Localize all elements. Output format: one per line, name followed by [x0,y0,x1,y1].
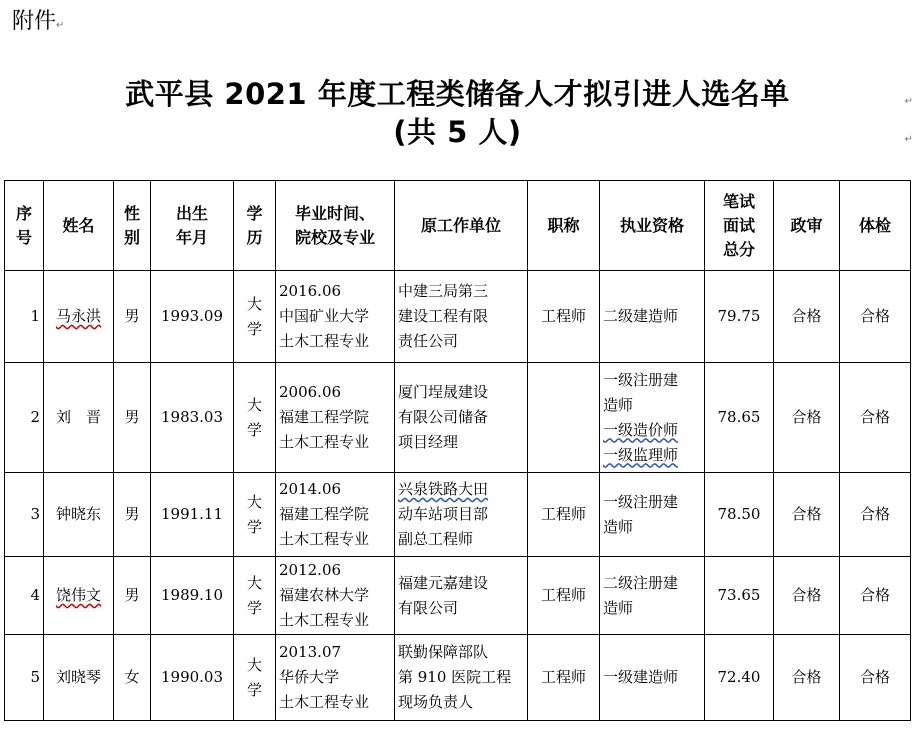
cell-political: 合格 [774,557,840,635]
col-education: 学 历 [234,181,276,271]
cell-gender: 男 [114,271,151,363]
col-graduation: 毕业时间、 院校及专业 [276,181,395,271]
col-title: 职称 [528,181,600,271]
cell-qualification: 一级注册建 造师 [600,473,705,557]
cell-title: 工程师 [528,473,600,557]
cell-education: 大 学 [234,363,276,473]
cell-medical: 合格 [840,635,911,721]
cell-name: 刘晓琴 [44,635,114,721]
cell-name: 钟晓东 [44,473,114,557]
cell-employer: 联勤保障部队 第 910 医院工程 现场负责人 [395,635,528,721]
page-title: 武平县 2021 年度工程类储备人才拟引进人选名单 [125,77,790,111]
cell-political: 合格 [774,271,840,363]
cell-political: 合格 [774,635,840,721]
col-birth: 出生 年月 [151,181,234,271]
col-employer: 原工作单位 [395,181,528,271]
cell-education: 大 学 [234,635,276,721]
attachment-label: 附件↵ [12,9,65,34]
col-name: 姓名 [44,181,114,271]
cell-seq: 3 [5,473,44,557]
cell-qualification: 一级建造师 [600,635,705,721]
cell-seq: 2 [5,363,44,473]
col-score: 笔试 面试 总分 [705,181,774,271]
cell-title [528,363,600,473]
cell-score: 78.65 [705,363,774,473]
cell-medical: 合格 [840,271,911,363]
paragraph-mark: ↵ [904,96,913,107]
cell-medical: 合格 [840,473,911,557]
cell-graduation: 2006.06 福建工程学院 土木工程专业 [276,363,395,473]
cell-seq: 5 [5,635,44,721]
cell-graduation: 2014.06 福建工程学院 土木工程专业 [276,473,395,557]
cell-graduation: 2013.07 华侨大学 土木工程专业 [276,635,395,721]
cell-seq: 1 [5,271,44,363]
cell-graduation: 2012.06 福建农林大学 土木工程专业 [276,557,395,635]
col-political: 政审 [774,181,840,271]
cell-score: 72.40 [705,635,774,721]
cell-birth: 1993.09 [151,271,234,363]
cell-medical: 合格 [840,557,911,635]
cell-employer: 中建三局第三 建设工程有限 责任公司 [395,271,528,363]
paragraph-mark: ↵ [904,134,913,145]
cell-political: 合格 [774,473,840,557]
table-row [5,635,911,721]
cell-birth: 1991.11 [151,473,234,557]
cell-qualification: 二级注册建 造师 [600,557,705,635]
cell-education: 大 学 [234,557,276,635]
cell-title: 工程师 [528,557,600,635]
cell-seq: 4 [5,557,44,635]
cell-birth: 1983.03 [151,363,234,473]
cell-title: 工程师 [528,635,600,721]
table-row [5,473,911,557]
cell-gender: 男 [114,363,151,473]
cell-score: 78.50 [705,473,774,557]
cell-birth: 1990.03 [151,635,234,721]
table-row [5,363,911,473]
cell-score: 79.75 [705,271,774,363]
cell-employer: 厦门埕晟建设 有限公司储备 项目经理 [395,363,528,473]
col-seq: 序 号 [5,181,44,271]
cell-qualification: 二级建造师 [600,271,705,363]
cell-name: 饶伟文 [44,557,114,635]
col-qualification: 执业资格 [600,181,705,271]
cell-gender: 女 [114,635,151,721]
cell-education: 大 学 [234,271,276,363]
cell-qualification: 一级注册建 造师 一级造价师 一级监理师 [600,363,705,473]
cell-name: 马永洪 [44,271,114,363]
cell-name: 刘 晋 [44,363,114,473]
candidate-table [4,180,911,721]
cell-medical: 合格 [840,363,911,473]
table-row [5,271,911,363]
cell-gender: 男 [114,473,151,557]
page-subtitle: (共 5 人) [393,115,522,149]
cell-gender: 男 [114,557,151,635]
cell-graduation: 2016.06 中国矿业大学 土木工程专业 [276,271,395,363]
col-gender: 性 别 [114,181,151,271]
cell-education: 大 学 [234,473,276,557]
cell-political: 合格 [774,363,840,473]
cell-title: 工程师 [528,271,600,363]
cell-employer: 福建元嘉建设 有限公司 [395,557,528,635]
col-medical: 体检 [840,181,911,271]
header-row [5,181,911,271]
cell-birth: 1989.10 [151,557,234,635]
table-row [5,557,911,635]
cell-employer: 兴泉铁路大田 动车站项目部 副总工程师 [395,473,528,557]
cell-score: 73.65 [705,557,774,635]
